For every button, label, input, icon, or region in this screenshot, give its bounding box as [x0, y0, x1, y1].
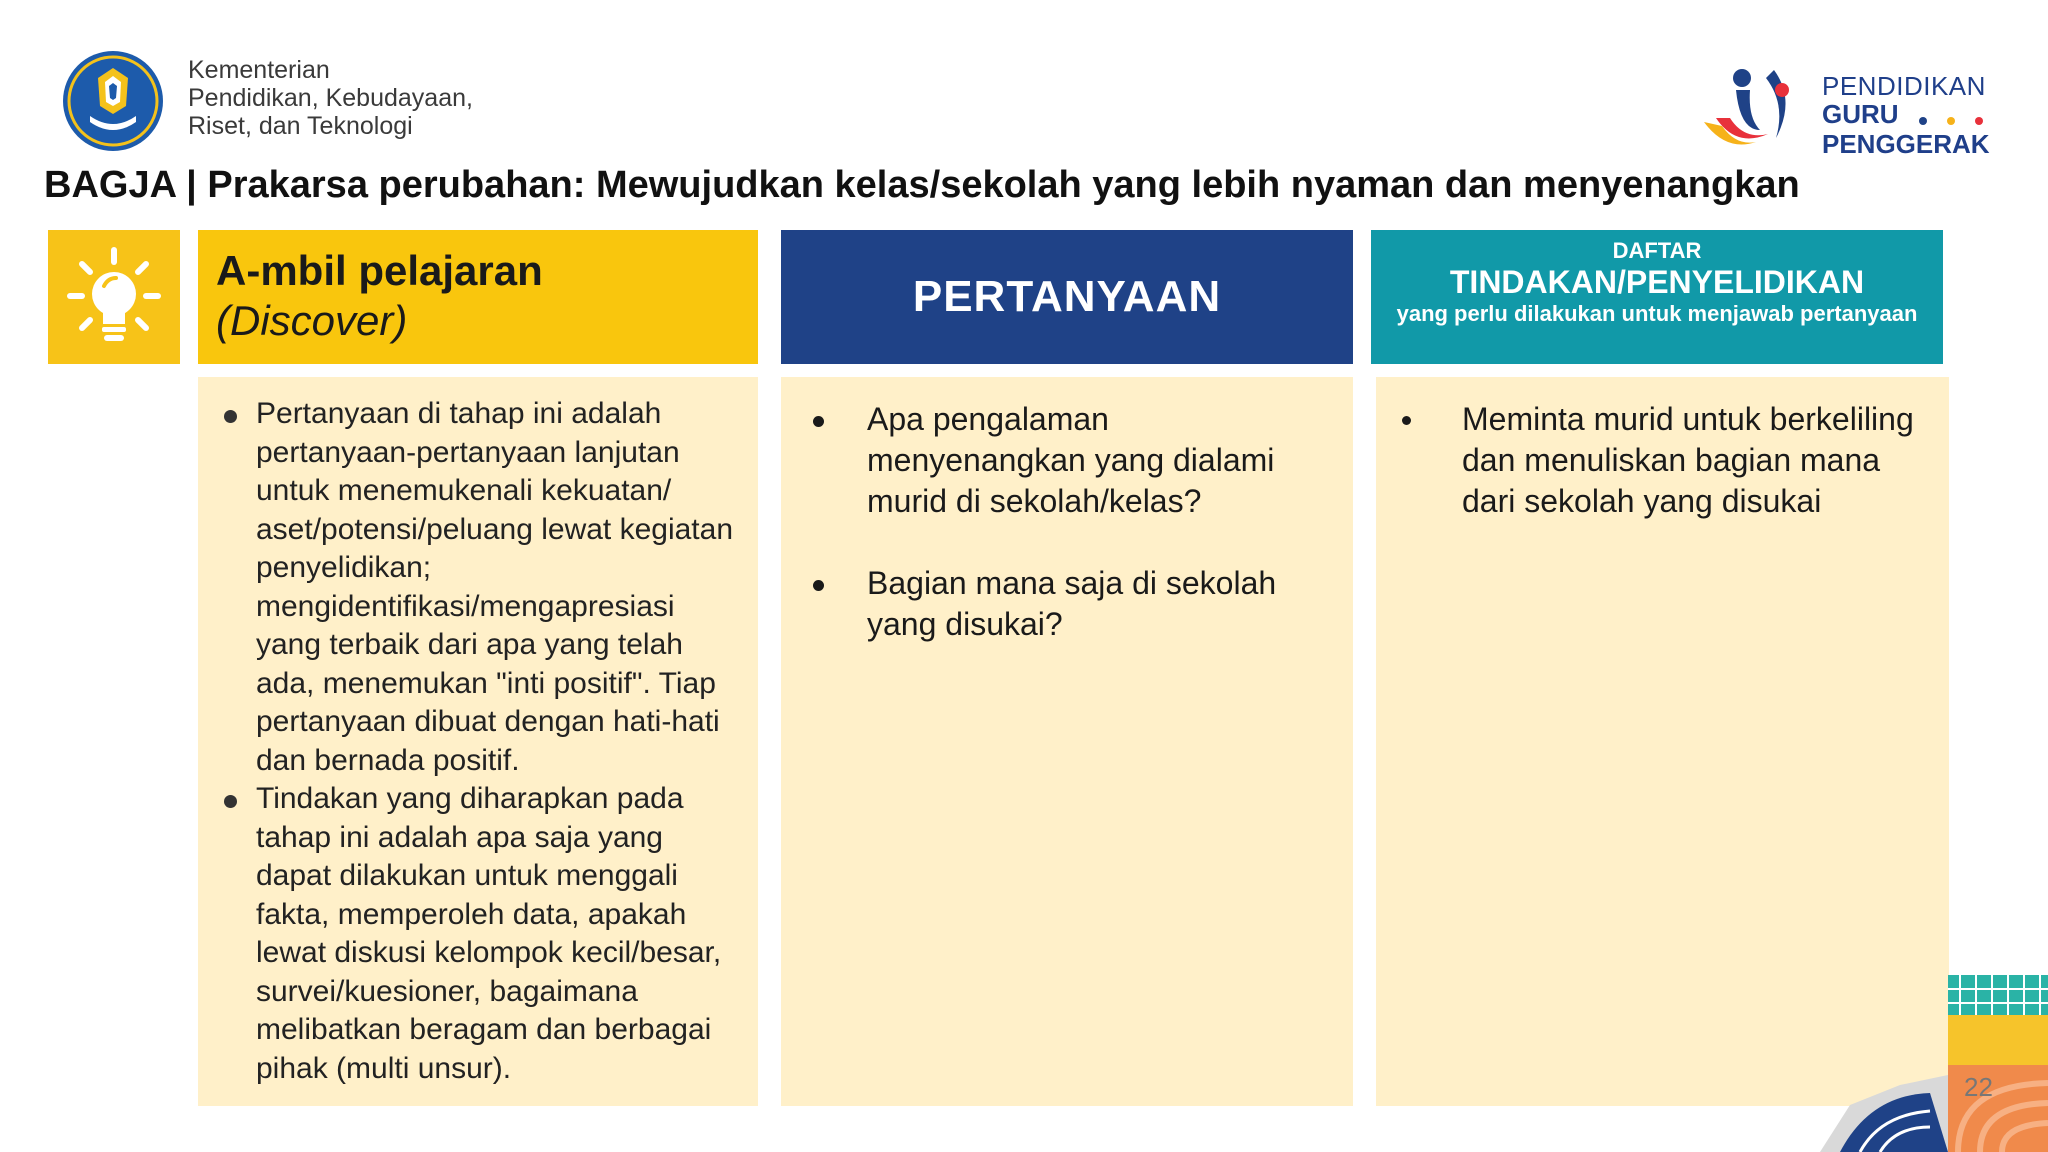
program-line-2: GURU	[1822, 100, 2022, 130]
page-title: BAGJA | Prakarsa perubahan: Mewujudkan kelas/sekolah yang lebih nyaman dan menyenangkan	[44, 164, 1800, 206]
question-panel	[781, 377, 1353, 1106]
program-logo	[1696, 60, 1806, 160]
discover-header	[198, 230, 758, 364]
ministry-line-1: Kementerian	[188, 56, 330, 84]
ministry-line-3: Riset, dan Teknologi	[188, 112, 413, 140]
discover-panel	[198, 377, 758, 1106]
action-title: TINDAKAN/PENYELIDIKAN	[1449, 264, 1865, 300]
lightbulb-icon	[48, 230, 180, 364]
program-name	[1822, 72, 2022, 158]
action-subtitle: yang perlu dilakukan untuk menjawab pertanyaan	[1396, 301, 1918, 326]
action-bullet-1: Meminta murid untuk berkeliling dan menuliskan bagian mana dari sekolah yang disukai	[1390, 399, 1929, 522]
action-label-top: DAFTAR	[1612, 238, 1702, 263]
question-bullet-2: Bagian mana saja di sekolah yang disukai?	[795, 563, 1333, 645]
question-bullet-1: Apa pengalaman menyenangkan yang dialami murid di sekolah/kelas?	[795, 399, 1333, 522]
discover-bullet-1: Pertanyaan di tahap ini adalah pertanyaan-pertanyaan lanjutan untuk menemukenali kekuatan/ aset/potensi/peluang lewat kegiatan penyelidikan; mengidentifikasi/mengapresiasi yang terbaik dari apa yang telah ada, menemukan "inti positif". Tiap pertanyaan dibuat dengan hati-hati dan bernada positif.	[224, 395, 738, 780]
ministry-logo	[60, 48, 166, 154]
action-header	[1371, 230, 1943, 364]
color-dots	[1909, 102, 1993, 130]
page-number: 22	[1964, 1072, 1993, 1102]
question-header	[781, 230, 1353, 364]
discover-subtitle: (Discover)	[216, 297, 408, 344]
corner-decoration	[1780, 965, 2048, 1152]
discover-title: A-mbil pelajaran	[216, 247, 543, 294]
question-title: PERTANYAAN	[912, 272, 1222, 321]
program-line-1: PENDIDIKAN	[1822, 71, 1986, 101]
ministry-name	[188, 56, 548, 140]
discover-bullet-2: Tindakan yang diharapkan pada tahap ini adalah apa saja yang dapat dilakukan untuk menggali fakta, memperoleh data, apakah lewat diskusi kelompok kecil/besar, survei/kuesioner, bagaimana melibatkan beragam dan berbagai pihak (multi unsur).	[224, 780, 738, 1088]
program-line-3: PENGGERAK	[1822, 129, 1990, 160]
ministry-line-2: Pendidikan, Kebudayaan,	[188, 84, 473, 112]
